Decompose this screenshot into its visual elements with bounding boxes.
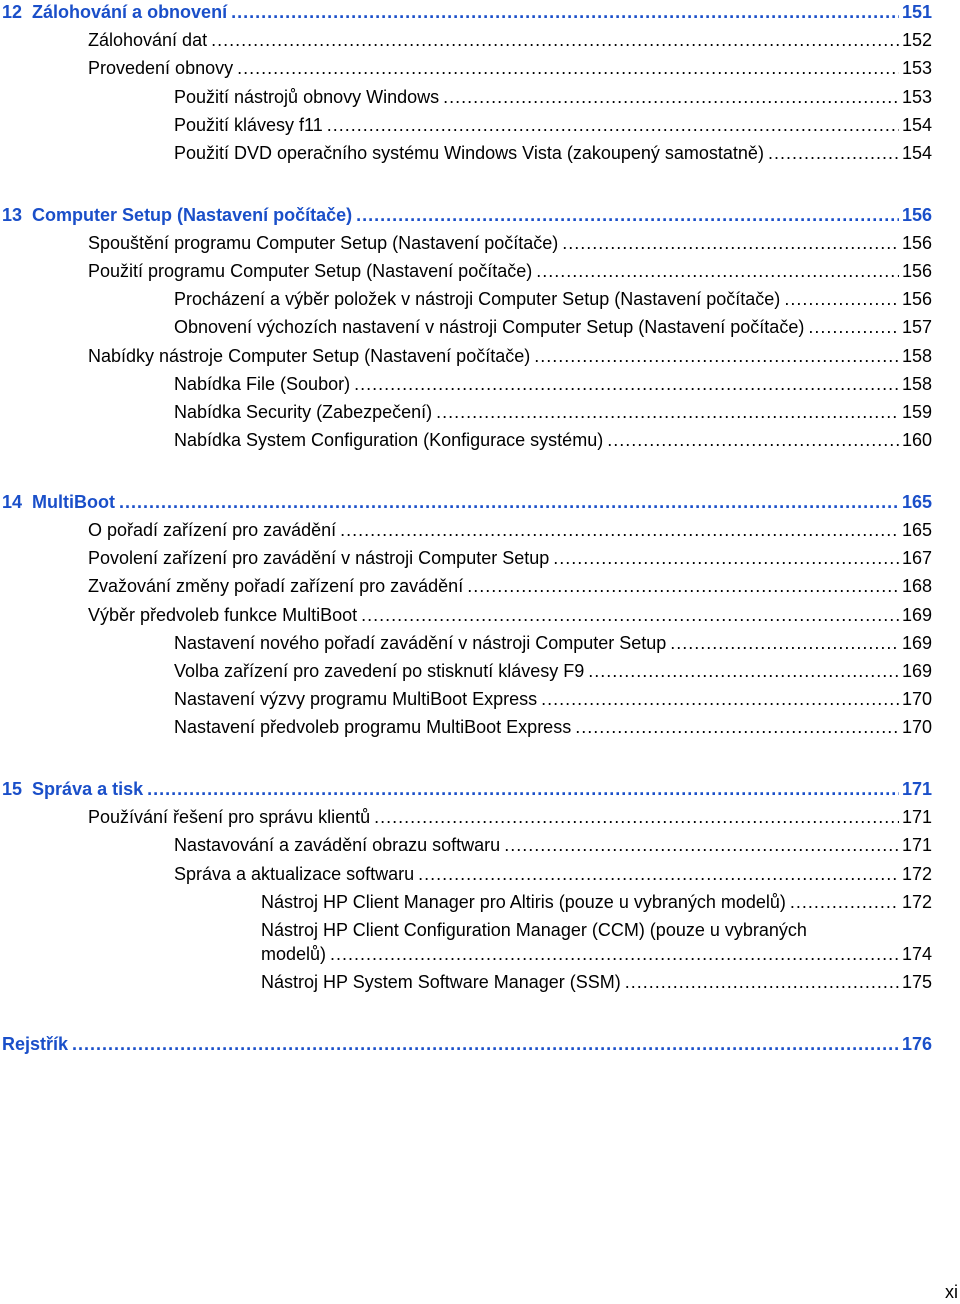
chapter-title-text: Správa a tisk xyxy=(32,779,144,799)
dot-leader xyxy=(147,777,899,801)
toc-entry[interactable] xyxy=(0,259,932,287)
toc-entry-title: Nabídka Security (Zabezpečení) xyxy=(174,401,433,422)
dot-leader xyxy=(504,833,899,857)
dot-leader xyxy=(534,344,899,368)
toc-page-number: 156 xyxy=(901,261,932,281)
chapter-title-text: MultiBoot xyxy=(32,491,116,512)
toc-page-number: 171 xyxy=(901,807,932,828)
toc-entry[interactable] xyxy=(0,428,932,456)
toc-entry[interactable] xyxy=(0,574,932,602)
toc-entry[interactable] xyxy=(0,56,932,84)
dot-leader xyxy=(588,659,899,683)
toc-page-number: 168 xyxy=(901,576,932,597)
dot-leader xyxy=(211,28,899,52)
toc-page-number: 158 xyxy=(901,345,932,366)
toc-entry[interactable] xyxy=(0,631,932,659)
toc-page-number: 170 xyxy=(901,717,932,738)
toc-entry[interactable] xyxy=(0,918,932,970)
toc-entry-title: Obnovení výchozích nastavení v nástroji Computer Setup (Nastavení počítače) xyxy=(174,317,805,338)
toc-entry-title: Použití klávesy f11 xyxy=(174,114,323,135)
toc-entry[interactable] xyxy=(0,659,932,687)
dot-leader xyxy=(356,203,899,227)
toc-page-number: 153 xyxy=(901,58,932,79)
toc-entry-title: Nastavení nového pořadí zavádění v nástroji Computer Setup xyxy=(174,632,667,653)
toc-chapter-13[interactable] xyxy=(0,203,932,231)
dot-leader xyxy=(443,85,899,109)
dot-leader xyxy=(237,56,899,80)
toc-entry[interactable] xyxy=(0,603,932,631)
toc-page-number: 171 xyxy=(901,835,932,856)
dot-leader xyxy=(327,113,899,137)
toc-entry[interactable] xyxy=(0,833,932,861)
toc-entry-title: Nástroj HP System Software Manager (SSM) xyxy=(261,972,621,993)
toc-page-number: 169 xyxy=(901,660,932,681)
toc-entry-title: Výběr předvoleb funkce MultiBoot xyxy=(88,604,358,625)
dot-leader xyxy=(119,490,899,514)
toc-entry[interactable] xyxy=(0,113,932,141)
page-number-footer: xi xyxy=(945,1282,958,1302)
dot-leader xyxy=(536,259,899,283)
toc-entry[interactable] xyxy=(0,231,932,259)
toc-entry-title: Volba zařízení pro zavedení po stisknutí klávesy F9 xyxy=(174,660,585,681)
toc-page-number: 172 xyxy=(901,863,932,884)
toc-entry[interactable] xyxy=(0,862,932,890)
toc-entry-title: Zvažování změny pořadí zařízení pro zavádění xyxy=(88,576,464,597)
toc-entry-title: Zálohování dat xyxy=(88,30,208,51)
dot-leader xyxy=(553,546,899,570)
toc-page-number: 153 xyxy=(901,86,932,107)
toc-entry[interactable] xyxy=(0,805,932,833)
toc-entry-title: Použití nástrojů obnovy Windows xyxy=(174,86,440,107)
dot-leader xyxy=(768,141,899,165)
toc-page-number: 156 xyxy=(901,204,932,225)
toc-entry-title: Používání řešení pro správu klientů xyxy=(88,807,371,828)
chapter-number: 13 xyxy=(2,204,23,225)
dot-leader xyxy=(790,890,899,914)
toc-entry[interactable] xyxy=(0,85,932,113)
toc-entry-title: Nástroj HP Client Manager pro Altiris (pouze u vybraných modelů) xyxy=(261,891,786,912)
dot-leader xyxy=(340,518,899,542)
toc-chapter-title xyxy=(2,203,352,227)
toc-page-number: 157 xyxy=(901,317,932,338)
toc-entry-title: Povolení zařízení pro zavádění v nástroji Computer Setup xyxy=(88,548,550,569)
toc-page-number: 175 xyxy=(901,972,932,993)
toc-page-number: 172 xyxy=(901,891,932,912)
toc-chapter-title xyxy=(2,490,115,514)
toc-entry[interactable] xyxy=(0,344,932,372)
toc-page-number: 151 xyxy=(901,2,932,22)
toc-entry[interactable] xyxy=(0,970,932,998)
toc-chapter-title xyxy=(2,777,143,801)
toc-entry-title: Nabídka System Configuration (Konfigurace systému) xyxy=(174,430,604,451)
chapter-title-text: Zálohování a obnovení xyxy=(32,2,228,22)
toc-page-number: 165 xyxy=(901,491,932,512)
toc-entry-title: Nastavení výzvy programu MultiBoot Express xyxy=(174,689,538,710)
toc-entry[interactable] xyxy=(0,141,932,169)
chapter-number: 15 xyxy=(2,779,23,799)
toc-page-number: 169 xyxy=(901,632,932,653)
dot-leader xyxy=(231,0,899,24)
chapter-number: 14 xyxy=(2,491,23,512)
dot-leader xyxy=(374,805,899,829)
toc-entry-title: Nastavení předvoleb programu MultiBoot Express xyxy=(174,717,572,738)
toc-page-number: 152 xyxy=(901,30,932,51)
toc-page-number: 170 xyxy=(901,689,932,710)
dot-leader xyxy=(575,715,899,739)
dot-leader xyxy=(467,574,899,598)
toc-entry[interactable] xyxy=(0,372,932,400)
dot-leader xyxy=(541,687,899,711)
toc-entry-title: Použití DVD operačního systému Windows Vista (zakoupený samostatně) xyxy=(174,142,764,163)
toc-entry[interactable] xyxy=(0,715,932,743)
toc-page-number: 156 xyxy=(901,232,932,253)
dot-leader xyxy=(330,942,899,966)
toc-entry[interactable] xyxy=(0,890,932,918)
toc-entry[interactable] xyxy=(0,287,932,315)
toc-page-number: 171 xyxy=(901,779,932,799)
dot-leader xyxy=(784,287,899,311)
dot-leader xyxy=(625,970,899,994)
dot-leader xyxy=(562,231,899,255)
toc-page-number: 154 xyxy=(901,142,932,163)
dot-leader xyxy=(436,400,899,424)
toc-entry-title: Nabídky nástroje Computer Setup (Nastavení počítače) xyxy=(88,345,531,366)
toc-entry[interactable] xyxy=(0,28,932,56)
toc-entry[interactable] xyxy=(0,518,932,546)
toc-page-number: 160 xyxy=(901,430,932,451)
toc-chapter-12[interactable] xyxy=(0,0,932,28)
toc-entry[interactable] xyxy=(0,315,932,343)
toc-entry[interactable] xyxy=(0,400,932,428)
toc-entry-title: O pořadí zařízení pro zavádění xyxy=(88,520,337,540)
toc-entry-title-line2-row xyxy=(261,942,932,970)
toc-entry-title: Nabídka File (Soubor) xyxy=(174,373,351,394)
chapter-number: 12 xyxy=(2,2,23,22)
dot-leader xyxy=(607,428,899,452)
toc-entry[interactable] xyxy=(0,687,932,715)
dot-leader xyxy=(72,1032,899,1056)
dot-leader xyxy=(418,862,899,886)
toc-chapter-title xyxy=(2,0,227,24)
toc-page-number: 156 xyxy=(901,289,932,310)
toc-chapter-15[interactable] xyxy=(0,777,932,805)
chapter-title-text: Computer Setup (Nastavení počítače) xyxy=(32,204,353,225)
toc-entry-title: Nastavování a zavádění obrazu softwaru xyxy=(174,835,501,856)
toc-entry-title-line1: Nástroj HP Client Configuration Manager (CCM) (pouze u vybraných xyxy=(261,919,807,940)
toc-index-title: Rejstřík xyxy=(2,1033,69,1054)
toc-entry-title-line2: modelů) xyxy=(261,943,327,964)
dot-leader xyxy=(808,315,899,339)
toc-page-number: 176 xyxy=(901,1033,932,1054)
toc-entry-title: Použití programu Computer Setup (Nastavení počítače) xyxy=(88,261,533,281)
toc-entry-title: Správa a aktualizace softwaru xyxy=(174,863,415,884)
toc-page-number: 167 xyxy=(901,548,932,569)
toc-entry[interactable] xyxy=(0,546,932,574)
toc-page-number: 174 xyxy=(901,943,932,964)
dot-leader xyxy=(670,631,899,655)
toc-page-number: 159 xyxy=(901,401,932,422)
toc-index[interactable] xyxy=(0,1032,932,1060)
toc-entry-title: Spouštění programu Computer Setup (Nastavení počítače) xyxy=(88,232,559,253)
toc-page-number: 169 xyxy=(901,604,932,625)
toc-page-number: 154 xyxy=(901,114,932,135)
toc-entry-title: Provedení obnovy xyxy=(88,58,234,79)
toc-page-number: 158 xyxy=(901,373,932,394)
dot-leader xyxy=(361,603,899,627)
toc-entry-title: Procházení a výběr položek v nástroji Computer Setup (Nastavení počítače) xyxy=(174,289,781,310)
toc-chapter-14[interactable] xyxy=(0,490,932,518)
dot-leader xyxy=(354,372,899,396)
toc-page-number: 165 xyxy=(901,520,932,540)
